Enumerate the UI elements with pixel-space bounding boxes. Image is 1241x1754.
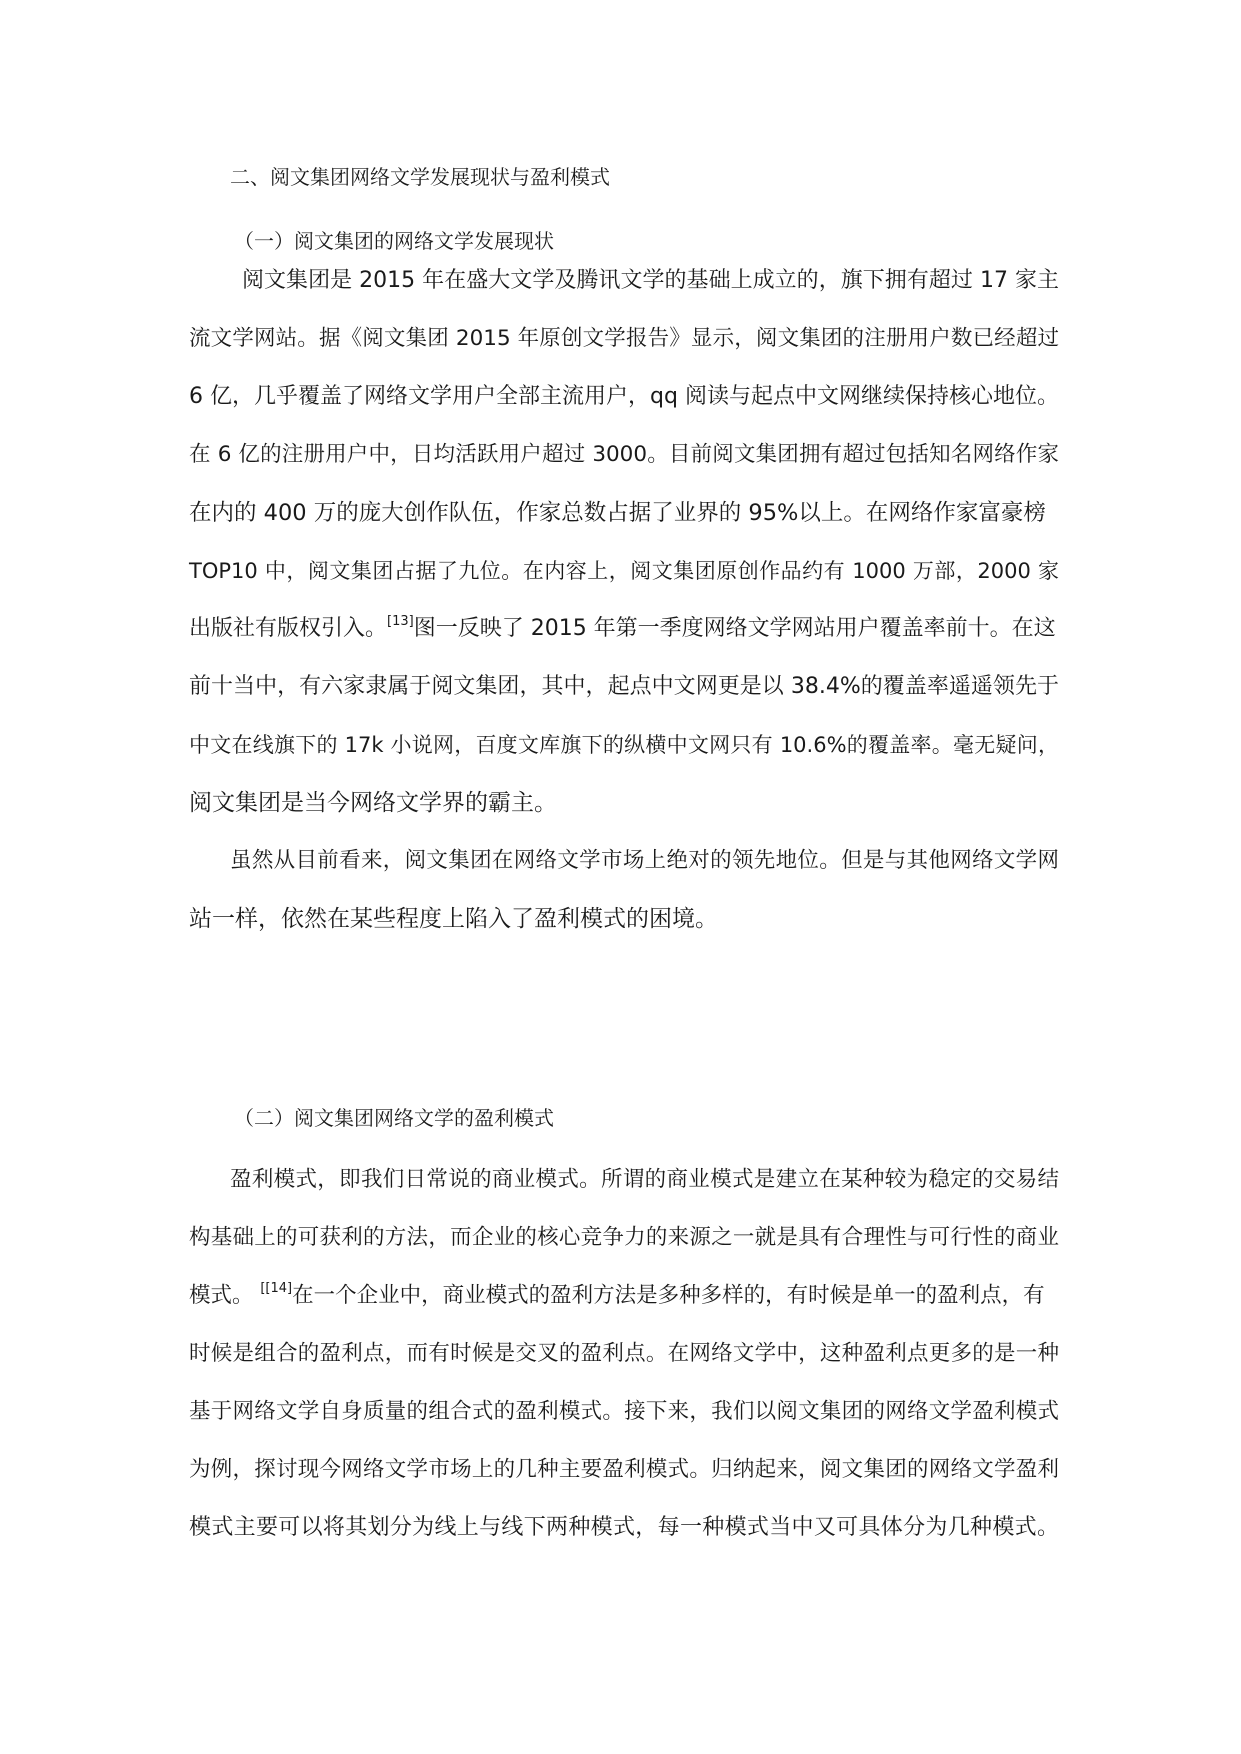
text-line: 6 亿，几乎覆盖了网络文学用户全部主流用户，qq 阅读与起点中文网继续保持核心地位。 <box>189 384 1059 409</box>
text-line-with-citation <box>189 614 1059 644</box>
text-line: 虽然从目前看来，阅文集团在网络文学市场上绝对的领先地位。但是与其他网络文学网 <box>230 848 1059 873</box>
subsection-2-title: （二）阅文集团网络文学的盈利模式 <box>234 1106 554 1130</box>
text-line: 为例，探讨现今网络文学市场上的几种主要盈利模式。归纳起来，阅文集团的网络文学盈利 <box>189 1457 1059 1482</box>
text-line: 前十当中，有六家隶属于阅文集团，其中，起点中文网更是以 38.4%的覆盖率遥遥领先于 <box>189 674 1059 699</box>
section-title: 二、阅文集团网络文学发展现状与盈利模式 <box>230 165 610 189</box>
text-line: TOP10 中，阅文集团占据了九位。在内容上，阅文集团原创作品约有 1000 万部，2000 家 <box>189 559 1059 583</box>
text-line: 基于网络文学自身质量的组合式的盈利模式。接下来，我们以阅文集团的网络文学盈利模式 <box>189 1399 1059 1424</box>
text-segment: 图一反映了 2015 年第一季度网络文学网站用户覆盖率前十。在这 <box>413 616 1056 641</box>
text-segment: 模式。 <box>189 1283 254 1308</box>
text-line: 站一样，依然在某些程度上陷入了盈利模式的困境。 <box>189 906 718 932</box>
citation-13: [13] <box>387 614 414 629</box>
text-line: 模式主要可以将其划分为线上与线下两种模式，每一种模式当中又可具体分为几种模式。 <box>189 1515 1059 1540</box>
text-line-with-citation <box>189 1281 1059 1311</box>
text-line: 盈利模式，即我们日常说的商业模式。所谓的商业模式是建立在某种较为稳定的交易结 <box>230 1167 1059 1192</box>
text-line: 构基础上的可获利的方法，而企业的核心竞争力的来源之一就是具有合理性与可行性的商业 <box>189 1225 1059 1250</box>
text-line: 流文学网站。据《阅文集团 2015 年原创文学报告》显示，阅文集团的注册用户数已经超过 <box>189 326 1059 351</box>
text-segment: 出版社有版权引入。 <box>189 616 388 641</box>
text-line: 在 6 亿的注册用户中，日均活跃用户超过 3000。目前阅文集团拥有超过包括知名网络作家 <box>189 442 1059 467</box>
text-segment: 在一个企业中，商业模式的盈利方法是多种多样的，有时候是单一的盈利点，有 <box>292 1283 1045 1308</box>
citation-14: [[14] <box>260 1281 293 1296</box>
text-line: 时候是组合的盈利点，而有时候是交叉的盈利点。在网络文学中，这种盈利点更多的是一种 <box>189 1341 1059 1366</box>
subsection-1-title: （一）阅文集团的网络文学发展现状 <box>234 229 554 253</box>
text-line: 阅文集团是当今网络文学界的霸主。 <box>189 790 557 816</box>
text-line: 中文在线旗下的 17k 小说网，百度文库旗下的纵横中文网只有 10.6%的覆盖率。毫无疑问， <box>189 733 1059 757</box>
text-line: 阅文集团是 2015 年在盛大文学及腾讯文学的基础上成立的，旗下拥有超过 17 家主 <box>242 268 1059 293</box>
text-line: 在内的 400 万的庞大创作队伍，作家总数占据了业界的 95%以上。在网络作家富豪榜 <box>189 500 1046 526</box>
